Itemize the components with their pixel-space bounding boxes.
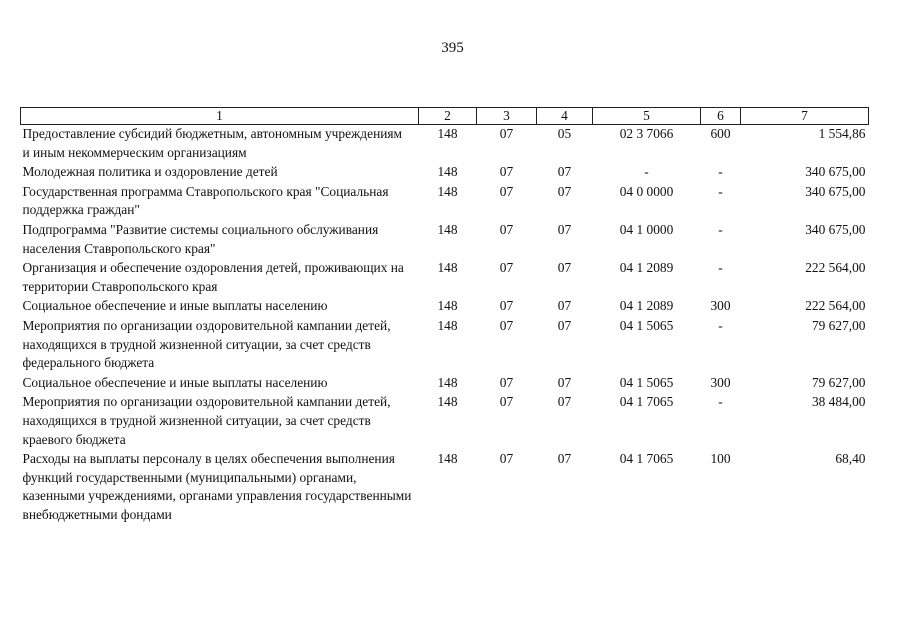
- row-section-code: 07: [499, 260, 514, 276]
- header-col-3: 3: [477, 108, 537, 125]
- row-expense-type: -: [718, 394, 723, 410]
- row-amount: 222 564,00: [805, 298, 866, 314]
- row-name: Организация и обеспечение оздоровления детей, проживающих на территории Ставропольского края: [22, 260, 404, 294]
- row-expense-type: -: [718, 260, 723, 276]
- row-expense-type: -: [718, 164, 723, 180]
- row-target-code: 04 1 5065: [619, 374, 674, 390]
- row-section-code: 07: [499, 221, 514, 237]
- row-amount: 68,40: [835, 451, 866, 467]
- row-expense-type: 300: [710, 298, 731, 314]
- row-amount: 1 554,86: [818, 126, 866, 141]
- row-amount: 340 675,00: [805, 183, 866, 199]
- row-ministry-code: 148: [437, 317, 458, 333]
- row-expense-type: -: [718, 221, 723, 237]
- table-header-row: [21, 108, 869, 125]
- table-row: [21, 393, 869, 450]
- row-subsection-code: 07: [557, 221, 572, 237]
- row-subsection-code: 07: [557, 298, 572, 314]
- row-ministry-code: 148: [437, 394, 458, 410]
- row-section-code: 07: [499, 298, 514, 314]
- row-subsection-code: 07: [557, 451, 572, 467]
- row-ministry-code: 148: [437, 183, 458, 199]
- row-target-code: 04 1 2089: [619, 260, 674, 276]
- row-subsection-code: 07: [557, 374, 572, 390]
- row-section-code: 07: [499, 183, 514, 199]
- row-target-code: 04 0 0000: [619, 183, 674, 199]
- table-row: [21, 163, 869, 183]
- table-row: [21, 125, 869, 164]
- header-col-7: 7: [741, 108, 869, 125]
- row-subsection-code: 07: [557, 394, 572, 410]
- row-name: Предоставление субсидий бюджетным, автономным учреждениям и иным некоммерческим организациям: [22, 126, 403, 160]
- table-row: [21, 317, 869, 374]
- row-section-code: 07: [499, 394, 514, 410]
- header-col-5: 5: [593, 108, 701, 125]
- row-name: Социальное обеспечение и иные выплаты населению: [22, 298, 328, 314]
- row-ministry-code: 148: [437, 260, 458, 276]
- row-amount: 340 675,00: [805, 221, 866, 237]
- row-name: Молодежная политика и оздоровление детей: [22, 164, 278, 180]
- row-amount: 340 675,00: [805, 164, 866, 180]
- row-amount: 79 627,00: [811, 317, 866, 333]
- row-ministry-code: 148: [437, 298, 458, 314]
- row-expense-type: 100: [710, 451, 731, 467]
- row-section-code: 07: [499, 374, 514, 390]
- row-name: Мероприятия по организации оздоровительной кампании детей, находящихся в трудной жизненной ситуации, за счет средств федерального бюджета: [22, 317, 391, 371]
- row-target-code: 02 3 7066: [619, 126, 674, 141]
- row-subsection-code: 07: [557, 183, 572, 199]
- row-section-code: 07: [499, 451, 514, 467]
- row-target-code: -: [644, 164, 649, 180]
- row-subsection-code: 05: [557, 126, 572, 141]
- row-name: Подпрограмма "Развитие системы социального обслуживания населения Ставропольского края": [22, 221, 379, 256]
- row-expense-type: 300: [710, 374, 731, 390]
- row-amount: 38 484,00: [811, 394, 866, 410]
- row-target-code: 04 1 7065: [619, 394, 674, 410]
- row-target-code: 04 1 5065: [619, 317, 674, 333]
- table-row: [21, 450, 869, 525]
- header-col-6: 6: [701, 108, 741, 125]
- row-expense-type: 600: [710, 126, 731, 141]
- row-expense-type: -: [718, 183, 723, 199]
- row-ministry-code: 148: [437, 374, 458, 390]
- row-target-code: 04 1 2089: [619, 298, 674, 314]
- row-expense-type: -: [718, 317, 723, 333]
- row-target-code: 04 1 7065: [619, 451, 674, 467]
- table-row: [21, 297, 869, 317]
- row-target-code: 04 1 0000: [619, 221, 674, 237]
- header-col-2: 2: [419, 108, 477, 125]
- header-col-4: 4: [537, 108, 593, 125]
- row-ministry-code: 148: [437, 451, 458, 467]
- row-subsection-code: 07: [557, 317, 572, 333]
- header-col-1: 1: [21, 108, 419, 125]
- table-row: [21, 374, 869, 394]
- budget-table: [20, 107, 869, 525]
- row-name: Государственная программа Ставропольского края "Социальная поддержка граждан": [22, 183, 389, 218]
- row-ministry-code: 148: [437, 126, 458, 141]
- row-ministry-code: 148: [437, 164, 458, 180]
- table-row: [21, 221, 869, 259]
- row-subsection-code: 07: [557, 260, 572, 276]
- row-section-code: 07: [499, 317, 514, 333]
- page-number: 395: [441, 40, 464, 56]
- row-amount: 79 627,00: [811, 374, 866, 390]
- table-row: [21, 259, 869, 297]
- row-subsection-code: 07: [557, 164, 572, 180]
- row-section-code: 07: [499, 126, 514, 141]
- row-ministry-code: 148: [437, 221, 458, 237]
- row-amount: 222 564,00: [805, 260, 866, 276]
- row-name: Социальное обеспечение и иные выплаты населению: [22, 374, 328, 390]
- row-section-code: 07: [499, 164, 514, 180]
- table-row: [21, 183, 869, 221]
- row-name: Расходы на выплаты персоналу в целях обеспечения выполнения функций государственными (муниципальными) органами, казенными учреждениями, органами управления государственными внебюджетными фондами: [22, 451, 412, 522]
- row-name: Мероприятия по организации оздоровительной кампании детей, находящихся в трудной жизненной ситуации, за счет средств краевого бюджета: [22, 394, 391, 447]
